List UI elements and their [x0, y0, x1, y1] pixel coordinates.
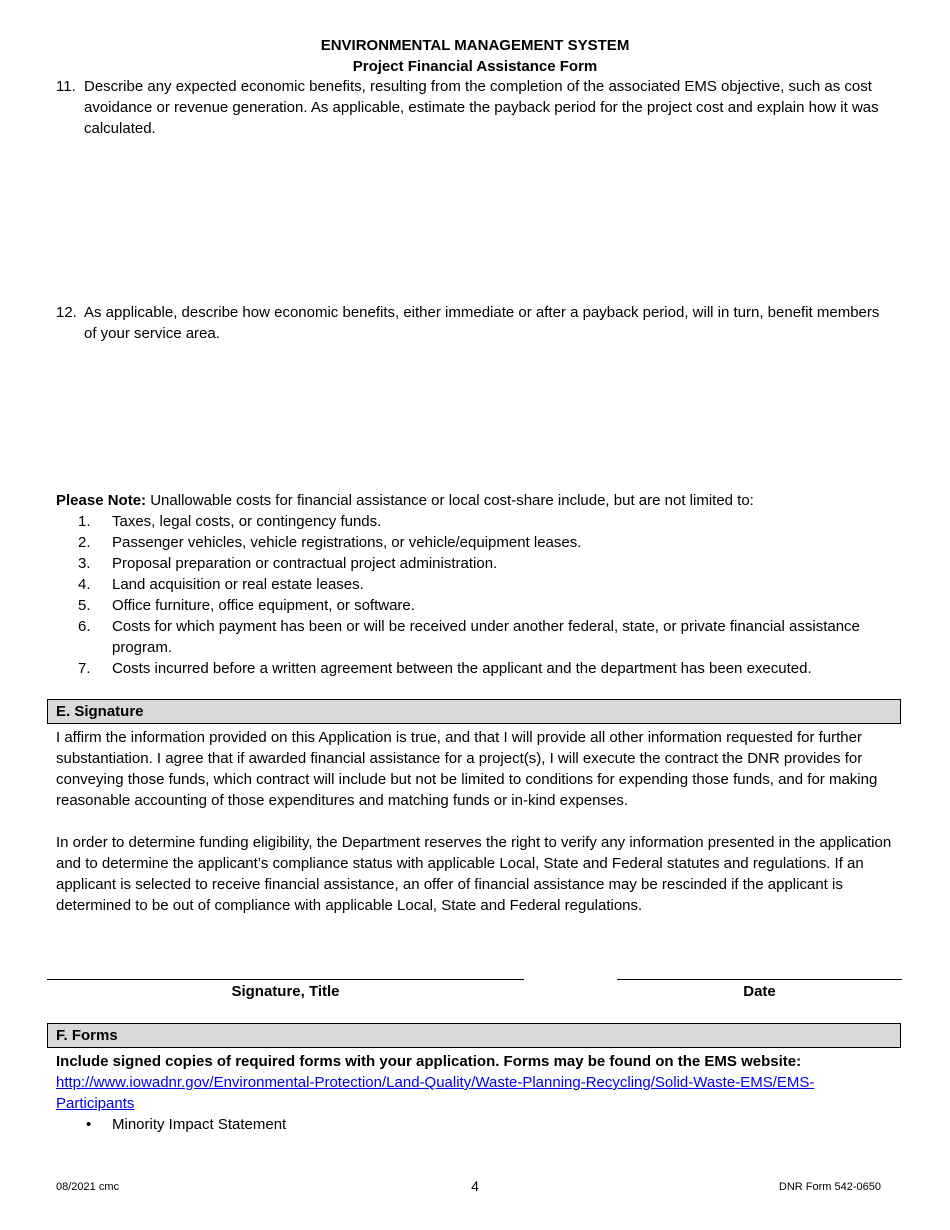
date-line [617, 979, 902, 980]
footer-form-number: DNR Form 542-0650 [778, 1181, 881, 1193]
signature-label: Signature, Title [231, 983, 340, 1000]
list-item: 3. Proposal preparation or contractual project administration. [78, 555, 498, 572]
forms-bullet-item [86, 1114, 286, 1135]
note-label: Please Note: [56, 492, 147, 509]
unallowable-costs-list [78, 511, 898, 679]
list-item: 5. Office furniture, office equipment, or software. [78, 597, 415, 614]
eligibility-text: In order to determine funding eligibility, the Department reserves the right to verify any information presented in the application and to determine the applicant’s compliance status with applicable Local, State and Federal statutes and regulations. If an applicant is selected to receive financial assistance, an offer of financial assistance may be rescinded if the applicant is determined to be out of compliance with applicable Local, State and Federal regulations. [56, 834, 892, 914]
ems-website-link[interactable]: http://www.iowadnr.gov/Environmental-Protection/Land-Quality/Waste-Planning-Recycling/Solid-Waste-EMS/EMS- Participants [56, 1074, 815, 1112]
question-11-answer-area[interactable] [84, 140, 896, 295]
signature-line [47, 979, 524, 980]
page-number: 4 [471, 1178, 479, 1194]
question-text: As applicable, describe how economic benefits, either immediate or after a payback period, will in turn, benefit members of your service area. [84, 304, 880, 342]
date-label: Date [743, 983, 776, 1000]
list-item: 2. Passenger vehicles, vehicle registrations, or vehicle/equipment leases. [78, 534, 582, 551]
question-number: 11. [56, 78, 76, 95]
footer-date-code: 08/2021 cmc [56, 1181, 119, 1193]
list-item: 6. Costs for which payment has been or will be received under another federal, state, or private financial assistance program. [78, 618, 860, 656]
question-12 [56, 302, 896, 344]
please-note [56, 490, 896, 511]
note-text: Unallowable costs for financial assistance or local cost-share include, but are not limited to: [146, 492, 754, 509]
header-title: ENVIRONMENTAL MANAGEMENT SYSTEM [320, 37, 630, 54]
bullet-text: Minority Impact Statement [112, 1116, 287, 1133]
signature-field[interactable] [47, 935, 524, 979]
list-item: 4. Land acquisition or real estate leases. [78, 576, 364, 593]
section-heading-forms: F. Forms [47, 1023, 901, 1048]
question-12-answer-area[interactable] [84, 346, 896, 486]
forms-instruction: Include signed copies of required forms with your application. Forms may be found on the EMS website: [56, 1053, 802, 1070]
question-text: Describe any expected economic benefits, resulting from the completion of the associated EMS objective, such as cost avoidance or revenue generation. As applicable, estimate the payback period for the project cost and explain how it was calculated. [84, 78, 879, 137]
ems-website-link-block [56, 1072, 896, 1114]
signature-affirmation-text: I affirm the information provided on this Application is true, and that I will provide all other information requested for further substantiation. I agree that if awarded financial assistance for a project(s), I will execute the contract the DNR provides for conveying those funds, which contract will include but not be limited to conditions for expending those funds, and for making reasonable accounting of those expenditures and matching funds or in-kind expenses. [56, 729, 878, 809]
section-heading-signature: E. Signature [47, 699, 901, 724]
bullet-icon: • [86, 1116, 92, 1133]
header-subtitle: Project Financial Assistance Form [352, 58, 598, 75]
question-number: 12. [56, 304, 77, 321]
question-11 [56, 76, 896, 139]
date-field[interactable] [617, 935, 902, 979]
document-header [0, 35, 950, 77]
list-item: 7. Costs incurred before a written agreement between the applicant and the department has been executed. [78, 660, 812, 677]
list-item: 1. Taxes, legal costs, or contingency funds. [78, 513, 382, 530]
